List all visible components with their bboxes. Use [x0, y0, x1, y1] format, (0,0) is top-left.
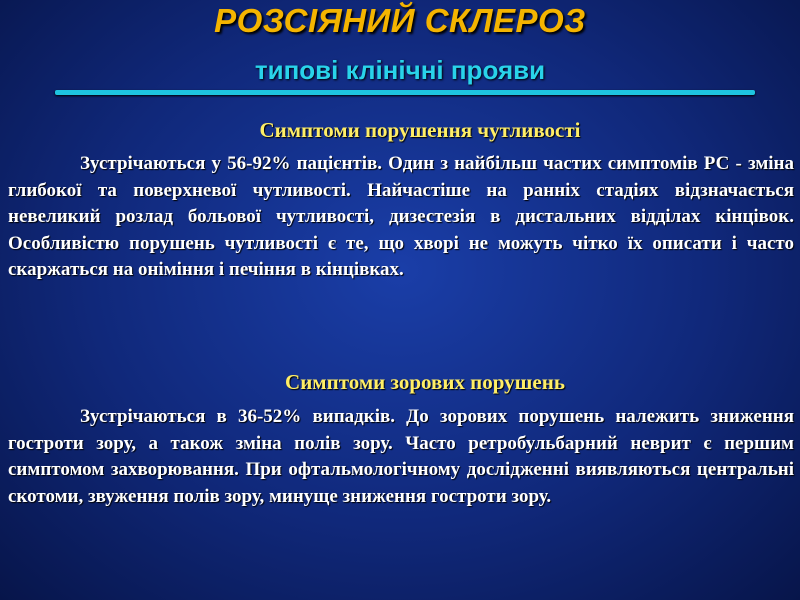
slide-subtitle: типові клінічні прояви	[254, 55, 546, 85]
title-divider	[55, 90, 755, 95]
section-heading-sensory: Симптоми порушення чутливості	[259, 118, 581, 142]
slide-title: РОЗСІЯНИЙ СКЛЕРОЗ	[214, 2, 586, 39]
section-text-sensory: Зустрічаються у 56-92% пацієнтів. Один з найбільш частих симптомів РС - зміна глибокої та поверхневої чутливості. Найчастіше на ранніх стадіях відзначається невеликий розлад больової чутливості, дизестезія в дистальних відділах кінцівок. Особливістю порушень чутливості є те, що хворі не можуть чітко їх описати і часто скаржаться на оніміння і печіння в кінцівках.	[8, 153, 794, 280]
section-heading-visual: Симптоми зорових порушень	[285, 370, 565, 394]
section-text-visual: Зустрічаються в 36-52% випадків. До зорових порушень належить зниження гостроти зору, а також зміна полів зору. Часто ретробульбарний неврит є першим симптомом захворювання. При офтальмологічному дослідженні виявляються центральні скотоми, звуження полів зору, минуще зниження гостроти зору.	[8, 406, 794, 507]
